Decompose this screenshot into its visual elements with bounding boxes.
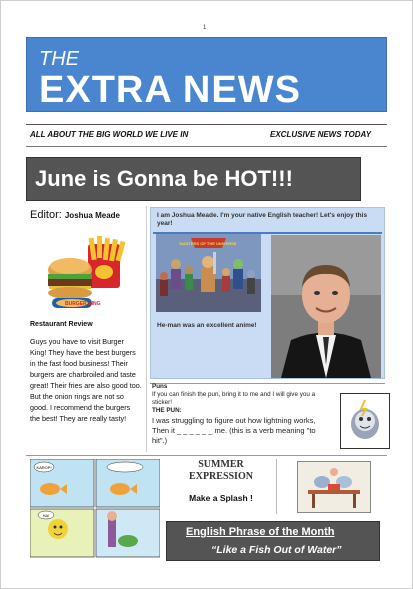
- feature-caption: He-man was an excellent anime!: [157, 322, 257, 329]
- teacher-feature: [150, 207, 385, 379]
- column-divider: [146, 206, 147, 452]
- editor-label: Editor:: [30, 209, 62, 221]
- fish-comic-strip: [30, 459, 160, 559]
- review-title: Restaurant Review: [30, 321, 93, 328]
- comic-bubble-1: KAROP!: [36, 465, 52, 470]
- masthead-the: THE: [39, 48, 79, 70]
- headline-banner: [26, 157, 361, 201]
- tagline-rule: [26, 146, 387, 147]
- editor-name: Joshua Meade: [64, 211, 120, 220]
- puns-section: [152, 383, 332, 446]
- comic-bubble-2: HA!: [42, 513, 50, 518]
- puns-label: THE PUN:: [152, 407, 182, 414]
- heman-logo: MASTERS OF THE UNIVERSE: [179, 241, 237, 246]
- lightning-cartoon-image: [340, 393, 390, 449]
- tagline-right: EXCLUSIVE NEWS TODAY: [270, 130, 372, 139]
- phrase-of-the-month: [166, 521, 380, 561]
- fish-restaurant-cartoon: [297, 461, 371, 513]
- masthead-title: EXTRA NEWS: [39, 69, 301, 111]
- puns-body: I was struggling to figure out how lightning works, Then it _ _ _ _ _ _ me. (this is a verb meaning "to hit".): [152, 416, 316, 445]
- phrase-quote: “Like a Fish Out of Water”: [211, 544, 342, 556]
- masthead: [26, 37, 387, 112]
- summer-expression-text: Make a Splash !: [189, 493, 253, 503]
- puns-heading: Puns: [152, 383, 168, 390]
- bottom-rule: [26, 455, 387, 456]
- review-body: Guys you have to visit Burger King! They have the best burgers in the fast food business! Their burgers are charbroiled and taste great! Their fries are also good too. But the onion rings are not so good. I recommend the burgers the best! They are really tasty!: [30, 337, 142, 423]
- summer-title-line2: EXPRESSION: [189, 471, 253, 482]
- headline-text: June is Gonna be HOT!!!: [35, 166, 293, 191]
- feature-intro: I am Joshua Meade. I'm your native English teacher! Let's enjoy this year!: [157, 212, 368, 227]
- editor-credit: [30, 209, 120, 221]
- page-number: 1: [203, 25, 207, 31]
- burger-king-image: [30, 236, 140, 310]
- puns-instructions: If you can finish the pun, bring it to me and I will give you a sticker!: [152, 391, 316, 406]
- summer-expression: [168, 459, 274, 503]
- top-rule: [26, 124, 387, 125]
- tagline-left: ALL ABOUT THE BIG WORLD WE LIVE IN: [30, 130, 189, 139]
- summer-divider: [276, 459, 277, 514]
- summer-title-line1: SUMMER: [198, 459, 244, 470]
- burger-king-logo: BURGER KING: [65, 301, 101, 307]
- teacher-portrait: [271, 235, 381, 378]
- phrase-heading: English Phrase of the Month: [186, 526, 335, 538]
- heman-image: [156, 234, 261, 312]
